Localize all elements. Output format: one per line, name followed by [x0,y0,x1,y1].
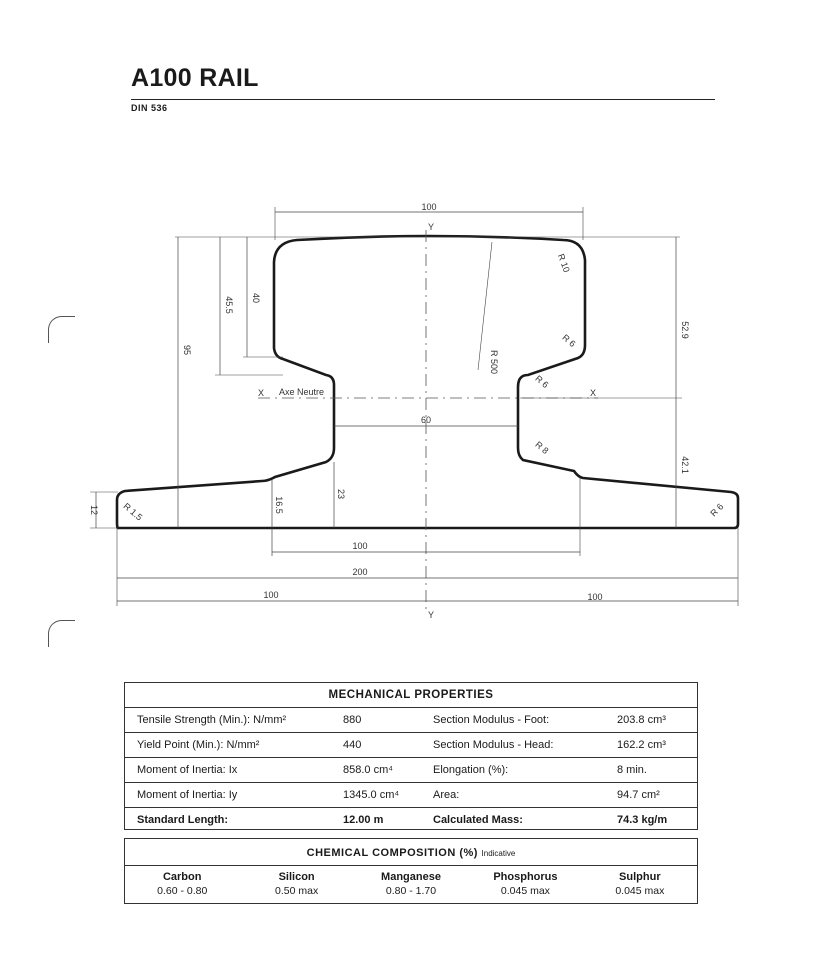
element-column [239,870,353,898]
dim-12: 12 [89,504,99,516]
chemical-composition-table [124,838,698,904]
dim-web-width: 60 [420,415,432,425]
property-value: 1345.0 cm⁴ [343,789,400,801]
dim-45-5: 45.5 [224,296,234,314]
element-value: 0.045 max [615,885,665,897]
dim-16-5: 16.5 [274,496,284,514]
chemical-heading [125,839,697,866]
property-label: Calculated Mass: [433,814,523,826]
element-column [583,870,697,898]
element-value: 0.60 - 0.80 [157,885,208,897]
x-axis-label-left: X [258,388,265,398]
element-value: 0.50 max [275,885,319,897]
neutral-axis-label: Axe Neutre [279,387,325,397]
dim-52-9: 52.9 [680,321,690,339]
table-row [125,783,697,808]
table-row [125,733,697,758]
dim-total-height: 95 [182,344,192,356]
radius-r6-foot: R 6 [708,501,726,519]
property-label: Yield Point (Min.): N/mm² [137,739,260,751]
radius-r500: R 500 [489,349,499,375]
element-name: Manganese [381,871,441,883]
property-value: 74.3 kg/m [617,814,668,826]
table-row [125,758,697,783]
chemical-note: Indicative [481,849,516,858]
rail-profile-outline [117,236,738,528]
property-label: Section Modulus - Head: [433,739,554,751]
radius-r1-5: R 1.5 [121,500,145,523]
property-label: Standard Length: [137,814,229,826]
standard-label: DIN 536 [131,103,168,113]
dim-base-width: 200 [352,567,368,577]
property-value: 12.00 m [343,814,384,826]
dim-base-inner: 100 [352,541,368,551]
radius-r8: R 8 [533,439,551,457]
property-label: Area: [433,789,460,801]
y-axis-label-bottom: Y [428,610,435,620]
element-value: 0.80 - 1.70 [385,885,437,897]
dim-23: 23 [336,488,346,500]
property-value: 858.0 cm⁴ [343,764,393,776]
property-value: 162.2 cm³ [617,739,666,751]
dim-half-right: 100 [587,592,603,602]
property-label: Moment of Inertia: Iy [137,789,238,801]
property-label: Moment of Inertia: Ix [137,764,238,776]
y-axis-label-top: Y [428,222,435,232]
table-row [125,808,697,832]
mechanical-properties-table [124,682,698,830]
dim-42-1: 42.1 [680,456,690,474]
element-name: Carbon [162,871,202,883]
mechanical-heading: MECHANICAL PROPERTIES [125,683,697,708]
property-value: 203.8 cm³ [617,714,666,726]
property-value: 440 [343,739,362,751]
element-column [354,870,468,898]
property-label: Section Modulus - Foot: [433,714,550,726]
element-name: Silicon [278,871,315,883]
radius-r6-upper: R 6 [560,332,578,350]
table-row [125,708,697,733]
dim-half-left: 100 [263,590,279,600]
property-value: 94.7 cm² [617,789,660,801]
element-column [125,870,239,898]
property-label: Tensile Strength (Min.): N/mm² [137,714,287,726]
dim-40: 40 [251,292,261,304]
property-value: 880 [343,714,362,726]
page-title: A100 RAIL [131,64,259,92]
element-value: 0.045 max [500,885,550,897]
element-name: Phosphorus [493,871,558,883]
x-axis-label-right: X [590,388,597,398]
dim-head-width: 100 [421,202,437,212]
chemical-heading-text: CHEMICAL COMPOSITION (%) [306,847,478,859]
element-name: Sulphur [619,871,661,883]
property-value: 8 min. [617,764,647,776]
property-label: Elongation (%): [433,764,509,776]
element-column [468,870,582,898]
radius-r10: R 10 [555,252,572,274]
radius-r6-lower: R 6 [533,373,551,391]
